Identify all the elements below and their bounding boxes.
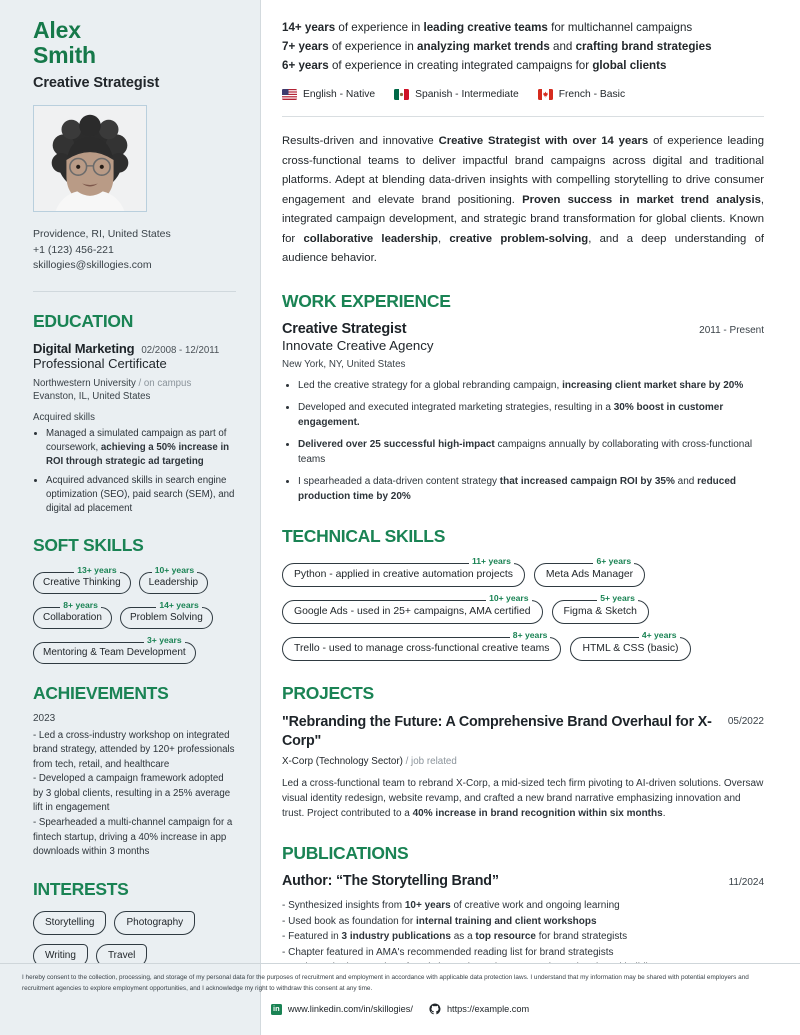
education-acquired-label: Acquired skills <box>33 411 95 423</box>
soft-skill-name: Leadership <box>139 572 208 594</box>
interest-tag: Photography <box>114 911 195 935</box>
project-title: "Rebranding the Future: A Comprehensive Brand Overhaul for X-Corp" <box>282 714 712 749</box>
section-heading-soft-skills: SOFT SKILLS <box>33 534 144 555</box>
project-org <box>282 756 764 767</box>
linkedin-url: www.linkedin.com/in/skillogies/ <box>287 1004 413 1014</box>
soft-skill-name: Mentoring & Team Development <box>33 642 196 664</box>
soft-skill-row <box>33 600 236 629</box>
highlight-line: 6+ years of experience in creating integrated campaigns for global clients <box>282 59 667 72</box>
technical-skill-row <box>282 556 764 587</box>
consent-statement: I hereby consent to the collection, processing, and storage of my personal data for the purposes of recruitment and employment in accordance with applicable data protection laws. I understand that my information may be shared with potential employers and recruitment agencies to explore employment opportunities, and I acknowledge my right to withdraw this consent at any time. <box>22 974 749 992</box>
technical-skill-item <box>534 556 645 587</box>
language-item <box>394 89 519 100</box>
profile-photo <box>33 105 147 212</box>
technical-skill-name: Meta Ads Manager <box>534 563 645 587</box>
highlight-line: 14+ years of experience in leading creative teams for multichannel campaigns <box>282 21 693 34</box>
experience-bullet: • Developed and executed integrated marketing strategies, resulting in a 30% boost in customer engagement. <box>298 401 764 430</box>
experience-location: New York, NY, United States <box>282 358 406 370</box>
section-heading-publications: PUBLICATIONS <box>282 843 409 863</box>
highlight-line: 7+ years of experience in analyzing market trends and crafting brand strategies <box>282 40 712 53</box>
section-heading-achievements: ACHIEVEMENTS <box>33 682 169 703</box>
education-school <box>33 377 236 404</box>
soft-skill-name: Problem Solving <box>120 607 213 629</box>
flag-united-states-icon <box>282 89 297 100</box>
interest-tag: Writing <box>33 944 88 968</box>
technical-skill-name: HTML & CSS (basic) <box>570 637 690 661</box>
soft-skill-item <box>33 600 112 629</box>
section-heading-work-experience: WORK EXPERIENCE <box>282 290 451 311</box>
highlights-block <box>282 18 764 75</box>
technical-skill-row <box>282 593 764 624</box>
education-qualification: Professional Certificate <box>33 355 167 371</box>
profile-summary: Results-driven and innovative Creative Strategist with over 14 years of experience leading cross-functional teams to deliver impactful brand campaigns across digital and traditional platforms. Adept at blending data-driven insights with compelling storytelling to drive consumer engagement and elevate brand positioning. Proven success in market trend analysis, integrated campaign development, and strategic brand transformation for global clients. Known for collaborative leadership, creative problem-solving, and a deep understanding of audience behavior. <box>282 135 765 264</box>
experience-bullet: • I spearheaded a data-driven content strategy that increased campaign ROI by 35% and reduced production time by 20% <box>298 475 764 504</box>
soft-skill-item <box>33 635 196 664</box>
publication-item: - Synthesized insights from 10+ years of creative work and ongoing learning <box>282 900 620 911</box>
technical-skill-years: 11+ years <box>469 556 514 567</box>
interest-row <box>33 911 236 935</box>
contact-location: Providence, RI, United States <box>33 228 171 240</box>
publication-header <box>282 873 764 889</box>
education-bullet: • Acquired advanced skills in search engine optimization (SEO), paid search (SEM), and digital ad placement <box>46 474 236 516</box>
achievement-item: - Led a cross-industry workshop on integrated brand strategy, attended by 120+ professionals from tech, retail, and healthcare <box>33 729 235 770</box>
contact-email[interactable]: skillogies@skillogies.com <box>33 259 152 271</box>
publication-item: - Featured in 3 industry publications as a top resource for brand strategists <box>282 931 628 942</box>
publication-item: - Used book as foundation for internal training and client workshops <box>282 915 597 927</box>
technical-skill-years: 4+ years <box>639 630 680 641</box>
soft-skills-list <box>33 565 236 664</box>
education-school-mode: / on campus <box>135 377 192 389</box>
job-title: Creative Strategist <box>33 75 160 91</box>
technical-skill-item <box>570 630 690 661</box>
interest-tag: Travel <box>96 944 147 968</box>
website-link[interactable] <box>429 1003 529 1015</box>
language-item <box>282 89 375 100</box>
section-heading-education: EDUCATION <box>33 310 134 331</box>
linkedin-icon: in <box>271 1004 282 1015</box>
highlight-years: 6+ years <box>282 59 332 72</box>
technical-skill-years: 8+ years <box>510 630 551 641</box>
soft-skill-row <box>33 635 236 664</box>
experience-role: Creative Strategist <box>282 320 407 337</box>
section-heading-interests: INTERESTS <box>33 878 129 899</box>
last-name: Smith <box>33 42 96 68</box>
technical-skill-name: Trello - used to manage cross-functional creative teams <box>282 637 561 661</box>
languages-list <box>282 89 764 100</box>
soft-skill-years: 8+ years <box>60 600 101 611</box>
experience-company: Innovate Creative Agency <box>282 337 434 353</box>
education-date: 02/2008 - 12/2011 <box>141 344 220 356</box>
contact-phone: +1 (123) 456-221 <box>33 243 114 256</box>
achievements-year: 2023 <box>33 712 56 724</box>
experience-bullet: • Delivered over 25 successful high-impact campaigns annually by collaborating with cross-functional teams <box>298 438 764 467</box>
technical-skills-list <box>282 556 764 661</box>
soft-skill-years: 13+ years <box>74 565 119 576</box>
flag-canada-icon <box>538 89 553 100</box>
education-degree: Digital Marketing <box>33 340 135 356</box>
technical-skill-name: Python - applied in creative automation projects <box>282 563 525 587</box>
language-label: English - Native <box>303 89 376 100</box>
project-header <box>282 713 764 751</box>
education-degree-row <box>33 341 236 356</box>
project-org-name: X-Corp (Technology Sector) <box>282 756 403 767</box>
soft-skill-row <box>33 565 236 594</box>
experience-bullet-list <box>298 379 764 505</box>
achievement-item: - Developed a campaign framework adopted by 3 global clients, resulting in a 25% average lift in engagement <box>33 773 231 814</box>
flag-mexico-icon <box>394 89 409 100</box>
technical-skill-years: 6+ years <box>593 556 634 567</box>
education-school-name: Northwestern University <box>33 377 136 389</box>
highlight-years: 14+ years <box>282 21 339 34</box>
publication-date: 11/2024 <box>728 877 764 888</box>
project-description: Led a cross-functional team to rebrand X-Corp, a mid-sized tech firm pivoting to AI-driven solutions. Oversaw visual identity redesign, website revamp, and crafted a new brand narrative emphasizing innovation and trust. Project contributed to a 40% increase in brand recognition within six months. <box>282 778 764 819</box>
achievements-text <box>33 729 236 860</box>
technical-skill-item <box>282 556 525 587</box>
technical-skill-name: Google Ads - used in 25+ campaigns, AMA certified <box>282 600 543 624</box>
technical-skill-item <box>282 630 561 661</box>
education-bullet: • Managed a simulated campaign as part of coursework, achieving a 50% increase in ROI through strategic ad targeting <box>46 427 236 469</box>
github-icon <box>429 1003 441 1015</box>
contact-block <box>33 227 236 274</box>
sidebar-divider <box>33 291 236 292</box>
footer <box>0 963 800 1035</box>
section-heading-projects: PROJECTS <box>282 683 374 703</box>
interest-tag: Storytelling <box>33 911 106 935</box>
portrait-photo-icon <box>34 106 146 211</box>
publication-item: - Chapter featured in AMA's recommended reading list for brand strategists <box>282 946 614 958</box>
first-name: Alex <box>33 17 81 43</box>
linkedin-link[interactable] <box>271 1004 413 1015</box>
technical-skill-item <box>552 593 649 624</box>
main-column <box>261 0 800 963</box>
interests-list <box>33 909 236 968</box>
publication-title: Author: “The Storytelling Brand” <box>282 873 499 889</box>
soft-skill-years: 10+ years <box>152 565 197 576</box>
footer-links <box>22 1003 778 1015</box>
education-school-location: Evanston, IL, United States <box>33 391 151 402</box>
technical-skill-years: 10+ years <box>486 593 531 604</box>
highlight-years: 7+ years <box>282 40 332 53</box>
technical-skill-row <box>282 630 764 661</box>
soft-skill-item <box>33 565 131 594</box>
technical-skill-item <box>282 593 543 624</box>
language-label: French - Basic <box>558 89 626 100</box>
language-label: Spanish - Intermediate <box>415 89 519 100</box>
project-date: 05/2022 <box>727 716 764 727</box>
experience-date: 2011 - Present <box>699 324 764 336</box>
achievement-item: - Spearheaded a multi-channel campaign for a fintech startup, driving a 40% increase in app downloads within 3 months <box>33 817 233 858</box>
experience-header <box>282 321 764 337</box>
education-bullet-list <box>46 427 236 516</box>
soft-skill-years: 3+ years <box>144 635 185 646</box>
soft-skill-name: Collaboration <box>33 607 112 629</box>
main-divider <box>282 116 764 117</box>
soft-skill-item <box>139 565 208 594</box>
soft-skill-item <box>120 600 213 629</box>
project-relation: / job related <box>402 756 457 767</box>
technical-skill-years: 5+ years <box>597 593 638 604</box>
website-url: https://example.com <box>446 1004 530 1014</box>
language-item <box>538 89 625 100</box>
technical-skill-name: Figma & Sketch <box>552 600 649 624</box>
sidebar <box>0 0 261 963</box>
experience-bullet: • Led the creative strategy for a global rebranding campaign, increasing client market share by 20% <box>298 379 764 394</box>
section-heading-technical-skills: TECHNICAL SKILLS <box>282 526 446 546</box>
soft-skill-years: 14+ years <box>156 600 201 611</box>
soft-skill-name: Creative Thinking <box>33 572 131 594</box>
